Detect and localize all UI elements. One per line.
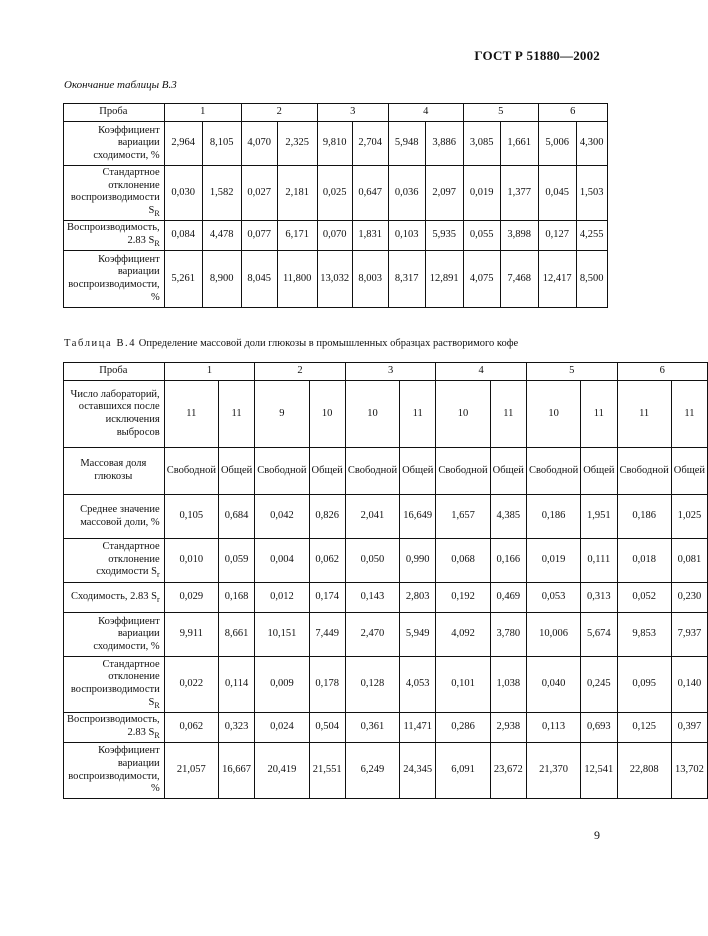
value-cell: 3,898: [500, 221, 538, 251]
table-b3-continuation: [63, 103, 608, 308]
sample-header-cell: 2: [241, 104, 317, 122]
value-cell: 2,803: [400, 583, 436, 613]
value-cell: 12,541: [581, 743, 617, 799]
table-row: [64, 122, 608, 166]
value-cell: 0,105: [164, 495, 218, 539]
value-cell: 2,704: [352, 122, 388, 166]
row-label-subscript: R: [154, 700, 160, 710]
value-cell: 0,029: [164, 583, 218, 613]
value-cell: 21,551: [309, 743, 345, 799]
value-cell: 0,125: [617, 713, 671, 743]
value-cell: 16,667: [218, 743, 254, 799]
value-cell: 5,261: [164, 251, 202, 308]
value-cell: 4,385: [490, 495, 526, 539]
row-label-subscript: r: [157, 570, 160, 580]
row-label-cell: [64, 122, 165, 166]
table-b4-caption-prefix: Таблица В.4: [64, 338, 137, 349]
value-cell: 9,853: [617, 613, 671, 657]
labs-count-cell: 11: [218, 381, 254, 448]
value-cell: 0,018: [617, 539, 671, 583]
value-cell: 0,128: [345, 657, 399, 713]
labs-count-cell: 11: [617, 381, 671, 448]
value-cell: 0,101: [436, 657, 490, 713]
value-cell: 0,826: [309, 495, 345, 539]
labs-count-cell: 10: [345, 381, 399, 448]
row-label-subscript: R: [154, 731, 160, 741]
free-glucose-header-cell: Свободной: [345, 448, 399, 495]
free-glucose-header-cell: Свободной: [617, 448, 671, 495]
table-row: [64, 613, 708, 657]
row-label-text: Воспроизводимость, 2.83 S: [67, 714, 160, 738]
table-b4: [63, 362, 708, 799]
row-label-cell: [64, 495, 165, 539]
value-cell: 8,045: [241, 251, 277, 308]
value-cell: 8,900: [202, 251, 241, 308]
labs-count-label: Число лабораторий, оставшихся после исключения выбросов: [64, 381, 165, 448]
table-row: [64, 539, 708, 583]
row-label-cell: [64, 539, 165, 583]
table-header-row: [64, 363, 708, 381]
value-cell: 0,024: [255, 713, 309, 743]
value-cell: 0,012: [255, 583, 309, 613]
value-cell: 0,397: [671, 713, 707, 743]
value-cell: 3,780: [490, 613, 526, 657]
value-cell: 1,025: [671, 495, 707, 539]
row-label-cell: [64, 613, 165, 657]
value-cell: 0,059: [218, 539, 254, 583]
value-cell: 0,004: [255, 539, 309, 583]
row-label-cell: [64, 743, 165, 799]
value-cell: 0,192: [436, 583, 490, 613]
value-cell: 1,951: [581, 495, 617, 539]
row-label-cell: [64, 583, 165, 613]
value-cell: 8,500: [576, 251, 607, 308]
value-cell: 12,417: [538, 251, 576, 308]
row-label-text: Стандартное отклонение сходимости S: [96, 541, 160, 578]
value-cell: 23,672: [490, 743, 526, 799]
value-cell: 1,377: [500, 166, 538, 221]
value-cell: 12,891: [425, 251, 463, 308]
value-cell: 0,053: [526, 583, 580, 613]
value-cell: 0,245: [581, 657, 617, 713]
total-glucose-header-cell: Общей: [490, 448, 526, 495]
value-cell: 0,010: [164, 539, 218, 583]
value-cell: 5,006: [538, 122, 576, 166]
value-cell: 4,075: [463, 251, 500, 308]
sample-header-cell: 1: [164, 363, 255, 381]
value-cell: 4,300: [576, 122, 607, 166]
free-glucose-header-cell: Свободной: [164, 448, 218, 495]
labs-count-cell: 11: [671, 381, 707, 448]
labs-count-cell: 10: [526, 381, 580, 448]
table-continuation-title: Окончание таблицы В.3: [64, 79, 177, 91]
value-cell: 2,964: [164, 122, 202, 166]
value-cell: 2,097: [425, 166, 463, 221]
value-cell: 0,168: [218, 583, 254, 613]
value-cell: 0,230: [671, 583, 707, 613]
value-cell: 1,582: [202, 166, 241, 221]
value-cell: 0,081: [671, 539, 707, 583]
value-cell: 0,036: [388, 166, 425, 221]
probe-header-cell: Проба: [64, 363, 165, 381]
table-row: [64, 251, 608, 308]
table-row: [64, 221, 608, 251]
value-cell: 2,325: [277, 122, 317, 166]
value-cell: 5,948: [388, 122, 425, 166]
value-cell: 2,938: [490, 713, 526, 743]
value-cell: 7,449: [309, 613, 345, 657]
value-cell: 5,674: [581, 613, 617, 657]
sample-header-cell: 3: [345, 363, 436, 381]
value-cell: 10,006: [526, 613, 580, 657]
value-cell: 0,684: [218, 495, 254, 539]
mass-fraction-label: Массовая доля глюкозы: [64, 448, 165, 495]
value-cell: 13,702: [671, 743, 707, 799]
value-cell: 0,077: [241, 221, 277, 251]
value-cell: 21,370: [526, 743, 580, 799]
value-cell: 0,140: [671, 657, 707, 713]
total-glucose-header-cell: Общей: [671, 448, 707, 495]
value-cell: 0,027: [241, 166, 277, 221]
value-cell: 0,113: [526, 713, 580, 743]
value-cell: 7,468: [500, 251, 538, 308]
value-cell: 8,003: [352, 251, 388, 308]
total-glucose-header-cell: Общей: [400, 448, 436, 495]
value-cell: 0,025: [317, 166, 352, 221]
page-number: 9: [594, 828, 600, 842]
labs-count-cell: 10: [309, 381, 345, 448]
value-cell: 22,808: [617, 743, 671, 799]
mass-fraction-type-row: [64, 448, 708, 495]
sample-header-cell: 1: [164, 104, 241, 122]
value-cell: 0,052: [617, 583, 671, 613]
value-cell: 0,166: [490, 539, 526, 583]
value-cell: 0,019: [526, 539, 580, 583]
value-cell: 0,068: [436, 539, 490, 583]
value-cell: 0,323: [218, 713, 254, 743]
row-label-subscript: R: [154, 209, 160, 219]
value-cell: 0,103: [388, 221, 425, 251]
row-label-text: Сходимость, 2.83 S: [70, 590, 158, 602]
sample-header-cell: 3: [317, 104, 388, 122]
probe-header-cell: Проба: [64, 104, 165, 122]
value-cell: 0,143: [345, 583, 399, 613]
row-label-cell: [64, 221, 165, 251]
table-b4-caption: [64, 338, 518, 349]
value-cell: 8,317: [388, 251, 425, 308]
value-cell: 21,057: [164, 743, 218, 799]
labs-count-cell: 11: [490, 381, 526, 448]
value-cell: 0,361: [345, 713, 399, 743]
labs-count-cell: 10: [436, 381, 490, 448]
table-row: [64, 713, 708, 743]
table-row: [64, 657, 708, 713]
labs-count-cell: 9: [255, 381, 309, 448]
value-cell: 13,032: [317, 251, 352, 308]
value-cell: 5,949: [400, 613, 436, 657]
value-cell: 0,070: [317, 221, 352, 251]
table-header-row: [64, 104, 608, 122]
sample-header-cell: 6: [617, 363, 708, 381]
total-glucose-header-cell: Общей: [309, 448, 345, 495]
value-cell: 0,111: [581, 539, 617, 583]
free-glucose-header-cell: Свободной: [526, 448, 580, 495]
labs-count-row: [64, 381, 708, 448]
value-cell: 0,019: [463, 166, 500, 221]
value-cell: 1,657: [436, 495, 490, 539]
row-label-text: Стандартное отклонение воспроизводимости S: [70, 167, 160, 217]
value-cell: 2,470: [345, 613, 399, 657]
sample-header-cell: 4: [388, 104, 463, 122]
row-label-cell: [64, 713, 165, 743]
value-cell: 0,174: [309, 583, 345, 613]
value-cell: 2,041: [345, 495, 399, 539]
labs-count-cell: 11: [581, 381, 617, 448]
value-cell: 11,471: [400, 713, 436, 743]
row-label-text: Стандартное отклонение воспроизводимости S: [70, 658, 160, 708]
table-row: [64, 166, 608, 221]
table-row: [64, 743, 708, 799]
row-label-text: Воспроизводимость, 2.83 S: [67, 222, 160, 246]
value-cell: 0,045: [538, 166, 576, 221]
value-cell: 0,030: [164, 166, 202, 221]
row-label-text: Коэффициент вариации воспроизводимости, %: [68, 745, 160, 795]
row-label-cell: [64, 166, 165, 221]
value-cell: 0,042: [255, 495, 309, 539]
value-cell: 10,151: [255, 613, 309, 657]
total-glucose-header-cell: Общей: [218, 448, 254, 495]
row-label-subscript: r: [157, 594, 160, 604]
sample-header-cell: 4: [436, 363, 527, 381]
value-cell: 0,062: [309, 539, 345, 583]
value-cell: 2,181: [277, 166, 317, 221]
document-standard-header: ГОСТ Р 51880—2002: [474, 48, 600, 63]
value-cell: 6,171: [277, 221, 317, 251]
total-glucose-header-cell: Общей: [581, 448, 617, 495]
value-cell: 0,186: [526, 495, 580, 539]
value-cell: 0,022: [164, 657, 218, 713]
value-cell: 0,990: [400, 539, 436, 583]
value-cell: 0,062: [164, 713, 218, 743]
value-cell: 4,070: [241, 122, 277, 166]
sample-header-cell: 5: [526, 363, 617, 381]
row-label-text: Коэффициент вариации сходимости, %: [93, 124, 160, 161]
value-cell: 0,050: [345, 539, 399, 583]
value-cell: 4,053: [400, 657, 436, 713]
labs-count-cell: 11: [164, 381, 218, 448]
value-cell: 0,313: [581, 583, 617, 613]
value-cell: 1,038: [490, 657, 526, 713]
value-cell: 4,255: [576, 221, 607, 251]
value-cell: 1,661: [500, 122, 538, 166]
value-cell: 11,800: [277, 251, 317, 308]
value-cell: 5,935: [425, 221, 463, 251]
value-cell: 0,114: [218, 657, 254, 713]
row-label-text: Коэффициент вариации сходимости, %: [93, 615, 160, 652]
value-cell: 0,693: [581, 713, 617, 743]
row-label-subscript: R: [154, 239, 160, 249]
row-label-text: Среднее значение массовой доли, %: [80, 503, 160, 528]
sample-header-cell: 2: [255, 363, 346, 381]
value-cell: 0,469: [490, 583, 526, 613]
value-cell: 0,084: [164, 221, 202, 251]
value-cell: 4,478: [202, 221, 241, 251]
table-row: [64, 495, 708, 539]
value-cell: 3,085: [463, 122, 500, 166]
value-cell: 24,345: [400, 743, 436, 799]
value-cell: 1,831: [352, 221, 388, 251]
value-cell: 6,249: [345, 743, 399, 799]
value-cell: 0,040: [526, 657, 580, 713]
value-cell: 0,055: [463, 221, 500, 251]
free-glucose-header-cell: Свободной: [255, 448, 309, 495]
value-cell: 0,186: [617, 495, 671, 539]
value-cell: 9,911: [164, 613, 218, 657]
value-cell: 0,127: [538, 221, 576, 251]
value-cell: 1,503: [576, 166, 607, 221]
value-cell: 8,661: [218, 613, 254, 657]
value-cell: 4,092: [436, 613, 490, 657]
value-cell: 3,886: [425, 122, 463, 166]
value-cell: 6,091: [436, 743, 490, 799]
value-cell: 7,937: [671, 613, 707, 657]
value-cell: 0,504: [309, 713, 345, 743]
value-cell: 20,419: [255, 743, 309, 799]
row-label-cell: [64, 657, 165, 713]
value-cell: 0,095: [617, 657, 671, 713]
value-cell: 0,647: [352, 166, 388, 221]
table-row: [64, 583, 708, 613]
sample-header-cell: 6: [538, 104, 607, 122]
free-glucose-header-cell: Свободной: [436, 448, 490, 495]
sample-header-cell: 5: [463, 104, 538, 122]
row-label-cell: [64, 251, 165, 308]
value-cell: 16,649: [400, 495, 436, 539]
labs-count-cell: 11: [400, 381, 436, 448]
table-b4-caption-text: Определение массовой доли глюкозы в промышленных образцах растворимого кофе: [138, 338, 519, 349]
value-cell: 0,178: [309, 657, 345, 713]
value-cell: 9,810: [317, 122, 352, 166]
row-label-text: Коэффициент вариации воспроизводимости, %: [68, 253, 160, 303]
value-cell: 0,286: [436, 713, 490, 743]
value-cell: 0,009: [255, 657, 309, 713]
value-cell: 8,105: [202, 122, 241, 166]
